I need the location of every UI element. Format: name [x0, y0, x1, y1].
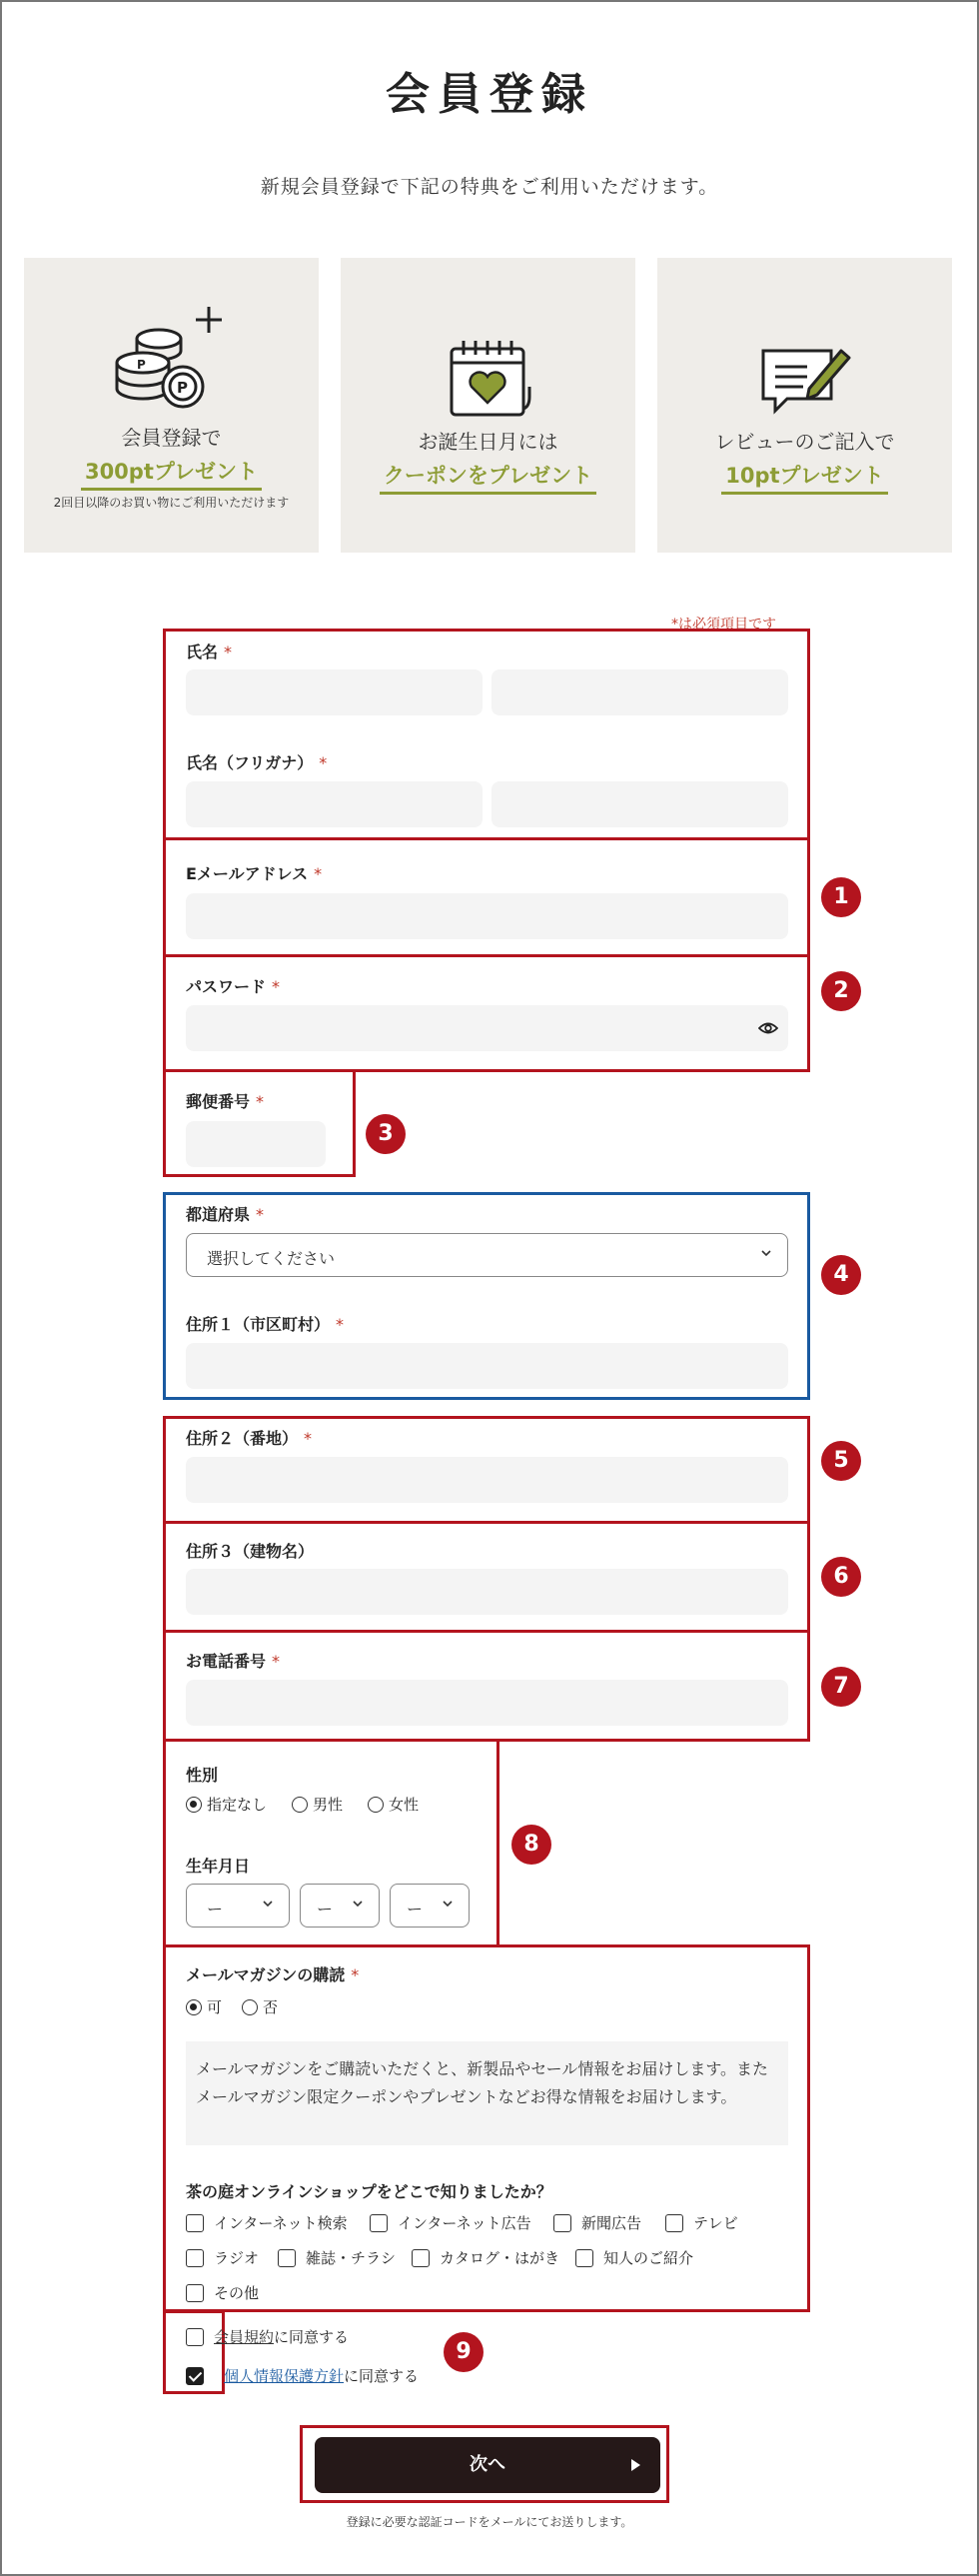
source-option-radio[interactable]: ラジオ — [186, 2247, 259, 2268]
benefit-card-birthday — [341, 258, 635, 553]
checkbox[interactable] — [665, 2214, 683, 2232]
annotation-badge-4: 4 — [821, 1255, 861, 1295]
radio-selected[interactable] — [186, 1999, 202, 2015]
newsletter-label: メールマガジンの購読 * — [186, 1965, 360, 1984]
email-label: Eメールアドレス * — [186, 864, 323, 883]
checkbox[interactable] — [412, 2249, 430, 2267]
review-pen-icon — [657, 314, 952, 444]
coins-icon — [24, 294, 319, 424]
annotation-badge-3: 3 — [366, 1114, 406, 1154]
birth-label: 生年月日 — [186, 1857, 251, 1876]
last-name-input[interactable] — [186, 669, 483, 715]
required-note: *は必須項目です — [671, 617, 776, 633]
annotation-badge-5: 5 — [821, 1441, 861, 1481]
privacy-checkbox[interactable] — [186, 2367, 204, 2385]
annotation-line-right — [496, 1742, 499, 1946]
source-option-internet-ad[interactable]: インターネット広告 — [370, 2212, 531, 2233]
birth-month-select[interactable]: ー — [300, 1884, 380, 1928]
privacy-agreement[interactable]: 個人情報保護方針 に同意する — [186, 2365, 419, 2386]
last-name-kana-input[interactable] — [186, 781, 483, 827]
checkbox[interactable] — [575, 2249, 593, 2267]
checkbox[interactable] — [186, 2284, 204, 2302]
birth-year-select[interactable]: ー — [186, 1884, 290, 1928]
chevron-down-icon — [443, 1899, 453, 1909]
checkbox[interactable] — [553, 2214, 571, 2232]
annotation-badge-7: 7 — [821, 1667, 861, 1707]
svg-text:P: P — [176, 379, 188, 397]
annotation-badge-1: 1 — [821, 877, 861, 917]
terms-checkbox[interactable] — [186, 2328, 204, 2346]
checkbox[interactable] — [186, 2214, 204, 2232]
checkbox[interactable] — [186, 2249, 204, 2267]
checkbox[interactable] — [278, 2249, 296, 2267]
checkbox[interactable] — [370, 2214, 388, 2232]
prefecture-label: 都道府県 * — [186, 1205, 265, 1224]
svg-text:P: P — [136, 358, 146, 372]
annotation-badge-9: 9 — [444, 2332, 484, 2372]
page-title: 会員登録 — [386, 69, 593, 120]
gender-option-male[interactable]: 男性 — [292, 1794, 343, 1815]
privacy-link[interactable]: 個人情報保護方針 — [224, 2367, 345, 2385]
play-arrow-icon — [631, 2459, 640, 2471]
benefit-card-review — [657, 258, 952, 553]
page-subtitle: 新規会員登録で下記の特典をご利用いただけます。 — [260, 176, 719, 198]
terms-agreement[interactable]: 会員規約 に同意する — [186, 2326, 349, 2347]
newsletter-option-yes[interactable]: 可 — [186, 1996, 222, 2017]
benefit-line1: 会員登録で — [121, 426, 222, 450]
password-input[interactable] — [186, 1005, 788, 1051]
source-option-referral[interactable]: 知人のご紹介 — [575, 2247, 693, 2268]
eye-icon[interactable] — [758, 1021, 778, 1035]
radio[interactable] — [292, 1797, 308, 1813]
newsletter-option-no[interactable]: 否 — [242, 1996, 278, 2017]
kana-label: 氏名（フリガナ） * — [186, 753, 328, 772]
terms-link[interactable]: 会員規約 — [214, 2328, 275, 2346]
newsletter-info: メールマガジンをご購読いただくと、新製品やセール情報をお届けします。またメールマガジン限定クーポンやプレゼントなどお得な情報をお届けします。 — [186, 2041, 788, 2145]
gender-label: 性別 — [186, 1766, 219, 1785]
radio[interactable] — [242, 1999, 258, 2015]
phone-input[interactable] — [186, 1680, 788, 1726]
prefecture-select-value: 選択してください — [207, 1249, 336, 1268]
radio-selected[interactable] — [186, 1797, 202, 1813]
submit-note: 登録に必要な認証コードをメールにてお送りします。 — [346, 2515, 633, 2529]
source-option-catalog[interactable]: カタログ・はがき — [412, 2247, 559, 2268]
source-question: 茶の庭オンラインショップをどこで知りましたか？ — [186, 2182, 552, 2201]
chevron-down-icon — [263, 1899, 273, 1909]
benefit-line1: お誕生日月には — [418, 430, 558, 454]
prefecture-select[interactable] — [186, 1233, 788, 1277]
first-name-kana-input[interactable] — [491, 781, 788, 827]
birth-day-select[interactable]: ー — [390, 1884, 470, 1928]
gender-option-unspecified[interactable]: 指定なし — [186, 1794, 267, 1815]
benefit-line2: クーポンをプレゼント — [341, 460, 635, 490]
address2-input[interactable] — [186, 1457, 788, 1503]
address2-label: 住所２（番地） * — [186, 1429, 313, 1448]
address3-label: 住所３（建物名） — [186, 1542, 315, 1561]
radio[interactable] — [368, 1797, 384, 1813]
source-option-tv[interactable]: テレビ — [665, 2212, 738, 2233]
phone-label: お電話番号 * — [186, 1652, 281, 1671]
annotation-badge-6: 6 — [821, 1557, 861, 1597]
address1-input[interactable] — [186, 1343, 788, 1389]
first-name-input[interactable] — [491, 669, 788, 715]
source-option-magazine[interactable]: 雑誌・チラシ — [278, 2247, 396, 2268]
gender-option-female[interactable]: 女性 — [368, 1794, 419, 1815]
name-label: 氏名 * — [186, 643, 233, 661]
benefit-line1: レビューのご記入で — [714, 430, 895, 454]
benefit-card-points — [24, 258, 319, 553]
password-label: パスワード * — [186, 977, 281, 996]
benefit-line2: 10ptプレゼント — [657, 460, 952, 490]
source-option-other[interactable]: その他 — [186, 2282, 259, 2303]
benefit-note: 2回目以降のお買い物にご利用いただけます — [53, 496, 290, 510]
chevron-down-icon — [761, 1248, 771, 1258]
calendar-heart-icon — [341, 314, 635, 444]
annotation-line-left — [163, 1742, 166, 1946]
source-option-newspaper[interactable]: 新聞広告 — [553, 2212, 641, 2233]
address1-label: 住所１（市区町村） * — [186, 1315, 345, 1334]
address3-input[interactable] — [186, 1569, 788, 1615]
source-option-internet-search[interactable]: インターネット検索 — [186, 2212, 348, 2233]
chevron-down-icon — [353, 1899, 363, 1909]
annotation-badge-8: 8 — [511, 1825, 551, 1865]
annotation-badge-2: 2 — [821, 971, 861, 1011]
email-input[interactable] — [186, 893, 788, 939]
next-button[interactable]: 次へ — [315, 2437, 660, 2493]
postal-label: 郵便番号 * — [186, 1092, 265, 1111]
benefit-line2: 300ptプレゼント — [24, 456, 319, 486]
postal-code-input[interactable] — [186, 1121, 326, 1167]
